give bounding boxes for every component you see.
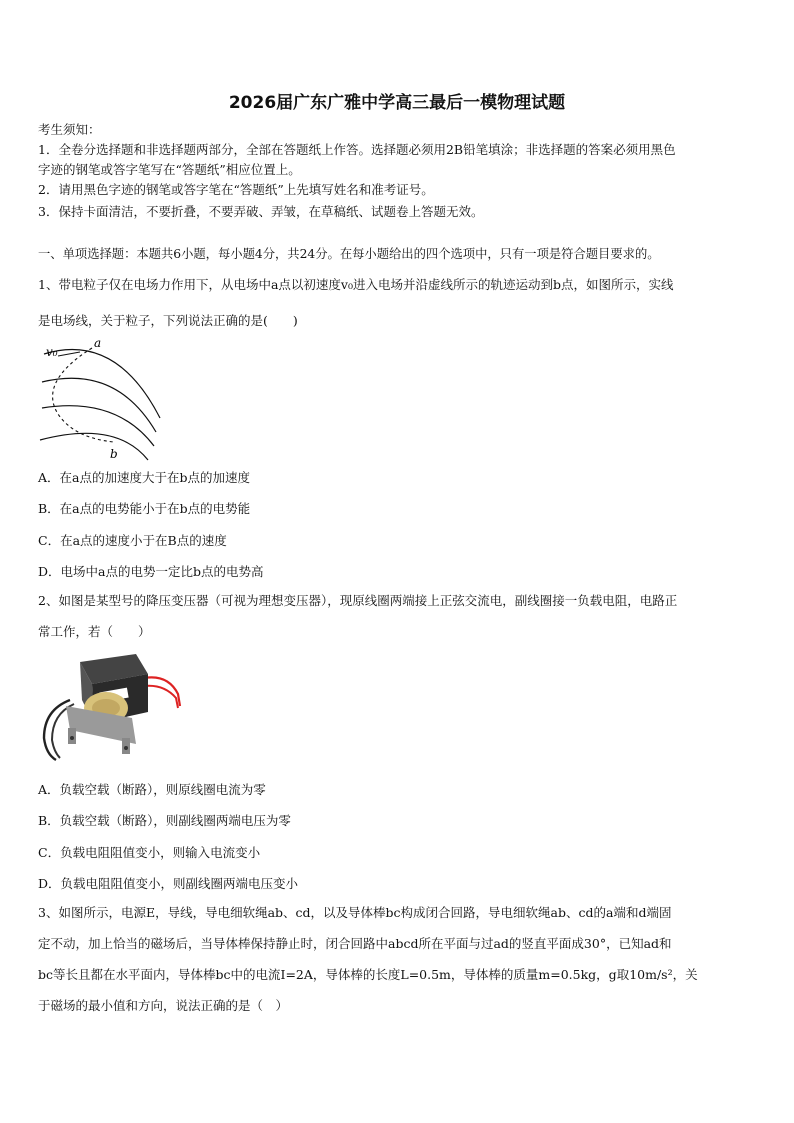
q1-option-c: C．在a点的速度小于在B点的速度 (38, 533, 227, 548)
q3-text-line-4: 于磁场的最小值和方向，说法正确的是（ ） (38, 998, 289, 1013)
q2-text-line-1: 2、如图是某型号的降压变压器（可视为理想变压器），现原线圈两端接上正弦交流电，副线圈接一负载电阻，电路正 (38, 593, 678, 608)
q1-text-line-1: 1、带电粒子仅在电场力作用下，从电场中a点以初速度v₀进入电场并沿虚线所示的轨迹运动到b点，如图所示，实线 (38, 277, 674, 292)
q1-text-line-2: 是电场线，关于粒子，下列说法正确的是( ) (38, 313, 298, 328)
q2-option-d: D．负载电阻阻值变小，则副线圈两端电压变小 (38, 876, 299, 891)
red-wire (144, 677, 180, 706)
notice-line-1: 1．全卷分选择题和非选择题两部分，全部在答题纸上作答。选择题必须用2B铅笔填涂；非选择题的答案必须用黑色 (38, 142, 676, 157)
q2-option-b: B．负载空载（断路），则副线圈两端电压为零 (38, 813, 291, 828)
notice-heading: 考生须知： (38, 122, 101, 137)
q3-text-line-2: 定不动，加上恰当的磁场后，当导体棒保持静止时，闭合回路中abcd所在平面与过ad的竖直平面成30°，已知ad和 (38, 936, 672, 951)
field-line-2 (42, 378, 156, 432)
notice-line-4: 3．保持卡面清洁，不要折叠，不要弄破、弄皱，在草稿纸、试题卷上答题无效。 (38, 204, 484, 219)
section-heading: 一、单项选择题：本题共6小题，每小题4分，共24分。在每小题给出的四个选项中，只有一项是符合题目要求的。 (38, 247, 660, 261)
q1-option-a: A．在a点的加速度大于在b点的加速度 (38, 470, 250, 485)
q2-text-line-2: 常工作，若（ ） (38, 624, 151, 639)
field-line-3 (42, 406, 154, 446)
q3-text-line-1: 3、如图所示，电源E，导线，导电细软绳ab、cd，以及导体棒bc构成闭合回路，导电细软绳ab、cd的a端和d端固 (38, 905, 672, 920)
trajectory-path (53, 348, 114, 442)
screw-hole (70, 736, 74, 740)
page-title: 2026届广东广雅中学高三最后一模物理试题 (228, 93, 566, 113)
q2-option-a: A．负载空载（断路），则原线圈电流为零 (38, 782, 266, 797)
label-a: a (94, 336, 102, 350)
q3-text-line-3: bc等长且都在水平面内，导体棒bc中的电流I=2A，导体棒的长度L=0.5m，导体棒的质量m=0.5kg，g取10m/s²，关 (38, 967, 698, 982)
label-v0: v₀ (46, 345, 58, 359)
q1-option-b: B．在a点的电势能小于在b点的电势能 (38, 501, 251, 516)
red-wire-2 (144, 686, 178, 708)
q1-option-d: D．电场中a点的电势一定比b点的电势高 (38, 564, 264, 579)
q2-option-c: C．负载电阻阻值变小，则输入电流变小 (38, 845, 261, 860)
notice-line-3: 2．请用黑色字迹的钢笔或答字笔在“答题纸”上先填写姓名和准考证号。 (38, 182, 434, 197)
v0-arrow (58, 352, 80, 356)
label-b: b (110, 447, 118, 461)
screw-hole (124, 746, 128, 750)
transformer-photo (40, 648, 186, 764)
notice-line-2: 字迹的钢笔或答字笔写在“答题纸”相应位置上。 (38, 162, 301, 177)
electric-field-figure (36, 334, 166, 464)
field-line-4 (40, 433, 148, 460)
